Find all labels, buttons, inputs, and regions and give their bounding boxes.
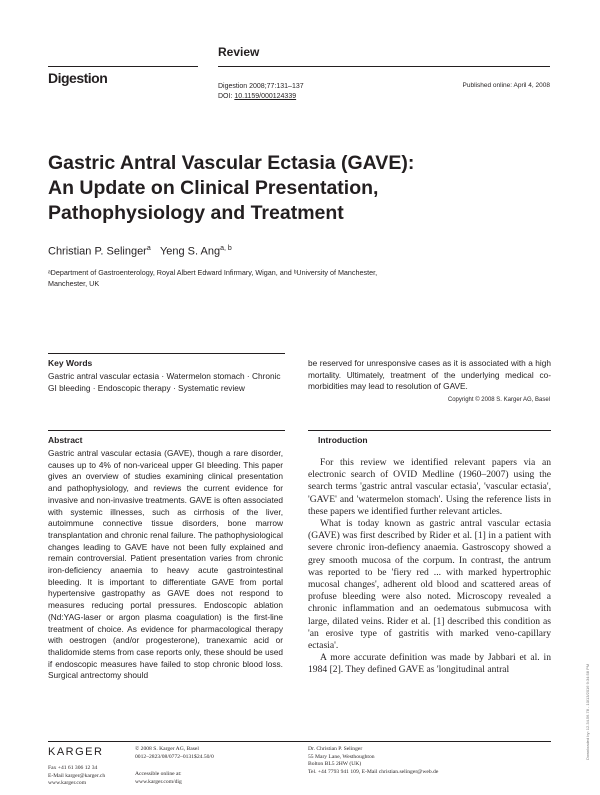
citation-block: [218, 82, 304, 102]
paragraph: A more accurate definition was made by Jabbari et al. in 1984 [2]. They defined GAVE as 'longitudinal antral: [308, 652, 551, 676]
author-affiliation-mark: a, b: [220, 245, 232, 252]
keywords-heading: Key Words: [48, 358, 93, 368]
footer-rule: [48, 741, 551, 742]
doi-link[interactable]: 10.1159/000124339: [234, 93, 297, 100]
correspondence-info: [308, 746, 438, 776]
citation-line: Digestion 2008;77:131–137: [218, 83, 304, 90]
correspondence-line: Tel. +44 7793 941 109, E-Mail christian.selinger@web.de: [308, 768, 439, 775]
access-line: www.karger.com/dig: [135, 778, 182, 785]
abstract-continuation: be reserved for unresponsive cases as it is associated with a high mortality. Ultimately, treatment of the underlying medical co-morbidities may lead to resolution of GAVE.: [308, 358, 551, 392]
introduction-text: [308, 457, 551, 677]
affiliation-line: ᵃDepartment of Gastroenterology, Royal Albert Edward Infirmary, Wigan, and ᵇUniversity of Manchester,: [48, 268, 378, 277]
contact-line: www.karger.com: [48, 780, 87, 787]
correspondence-line: Bolton BL5 2HW (UK): [308, 761, 362, 768]
publisher-contact: [48, 765, 105, 788]
doi-line: [218, 92, 304, 102]
download-side-note: Downloaded by: 12.34.56.78 - 10/13/2016 9:34:58 PM: [585, 663, 590, 760]
introduction-heading: Introduction: [318, 435, 368, 445]
access-info: [135, 771, 182, 786]
copyright-notice: Copyright © 2008 S. Karger AG, Basel: [447, 397, 550, 403]
article-title: [48, 151, 548, 226]
paragraph: For this review we identified relevant papers via an electronic search of OVID Medline (1960–2007) using the search terms 'gastric antral vascular ectasia', 'vascular ectasia', 'GAVE' and 'watermelon stomach'. Using the reference lists in these papers we identified further relevant articles.: [308, 457, 551, 517]
affiliation-line: Manchester, UK: [48, 279, 100, 288]
published-date: Published online: April 4, 2008: [462, 82, 550, 89]
author-name: Yeng S. Ang: [159, 245, 221, 258]
header-rule-right: [218, 66, 550, 67]
access-line: Accessible online at:: [135, 771, 182, 777]
title-line: An Update on Clinical Presentation,: [48, 177, 379, 199]
publisher-info: [135, 746, 214, 761]
affiliations: [48, 267, 548, 289]
publisher-line: 0012–2823/08/0772–0131$24.50/0: [135, 753, 214, 760]
contact-line: E-Mail karger@karger.ch: [48, 772, 106, 779]
paragraph: What is today known as gastric antral vascular ectasia (GAVE) was first described by Rider et al. [1] in a patient with severe chronic iron-defiency anaemia. Gastroscopy showed a grey smooth mucosa of the corpum. In contrast, the antrum was reported to be 'fiery red ... with marked hypertrophic mucosal changes', adherent old blood and scattered areas of profuse bleeding were also noted. Microscopy revealed a chronic inflammation and an oedematous submucosa with large, dilated veins. Rider et al. [1] described this condition as 'an erosive type of gastritis with marked veno-capillary ectasia'.: [308, 518, 551, 652]
author-affiliation-mark: a: [146, 245, 151, 252]
author-name: Christian P. Selinger: [48, 245, 147, 258]
correspondence-line: 55 Mary Lane, Westhoughton: [308, 753, 375, 760]
keywords-rule: [48, 353, 285, 354]
journal-logo: Digestion: [48, 70, 108, 86]
title-line: Pathophysiology and Treatment: [48, 202, 344, 224]
title-line: Gastric Antral Vascular Ectasia (GAVE):: [48, 152, 415, 174]
doi-label: DOI:: [218, 93, 235, 100]
correspondence-line: Dr. Christian P. Selinger: [308, 746, 363, 752]
publisher-line: © 2008 S. Karger AG, Basel: [135, 746, 199, 752]
header-rule-left: [48, 66, 198, 67]
abstract-heading: Abstract: [48, 435, 83, 445]
author-list: [48, 245, 232, 258]
contact-line: Fax +41 61 306 12 34: [48, 765, 98, 771]
publisher-logo: KARGER: [48, 746, 104, 758]
introduction-rule: [308, 430, 551, 431]
abstract-rule: [48, 430, 285, 431]
abstract-text: Gastric antral vascular ectasia (GAVE), though a rare disorder, causes up to 4% of non-variceal upper GI bleeding. This paper gives an overview of studies examining clinical presentation and pathophysiology, and reviews the current evidence for invasive and non-invasive treatments. GAVE is often associated with systemic illnesses, such as cirrhosis of the liver, autoimmune connective tissue disorders, bone marrow transplantation and chronic renal failure. The pathophysiological changes leading to GAVE have not been fully explained and remain controversial. Patient presentation varies from chronic iron-deficiency anaemia to heavy acute gastrointestinal bleeding. It is important to differentiate GAVE from portal hypertensive gastropathy as GAVE does not respond to measures reducing portal pressures. Endoscopic ablation (Nd:YAG-laser or argon plasma coagulation) is the first-line treatment of choice. As evidence for pharmacological therapy with oestrogen (and/or progesterone), tranexamic acid or thalidomide stems from case reports only, these should be used if endoscopic measures have failed to stop chronic blood loss. Surgical antrectomy should: [48, 448, 283, 681]
section-label: Review: [218, 45, 260, 59]
keywords-text: Gastric antral vascular ectasia · Watermelon stomach · Chronic GI bleeding · Endoscopic therapy · Systematic review: [48, 371, 281, 393]
